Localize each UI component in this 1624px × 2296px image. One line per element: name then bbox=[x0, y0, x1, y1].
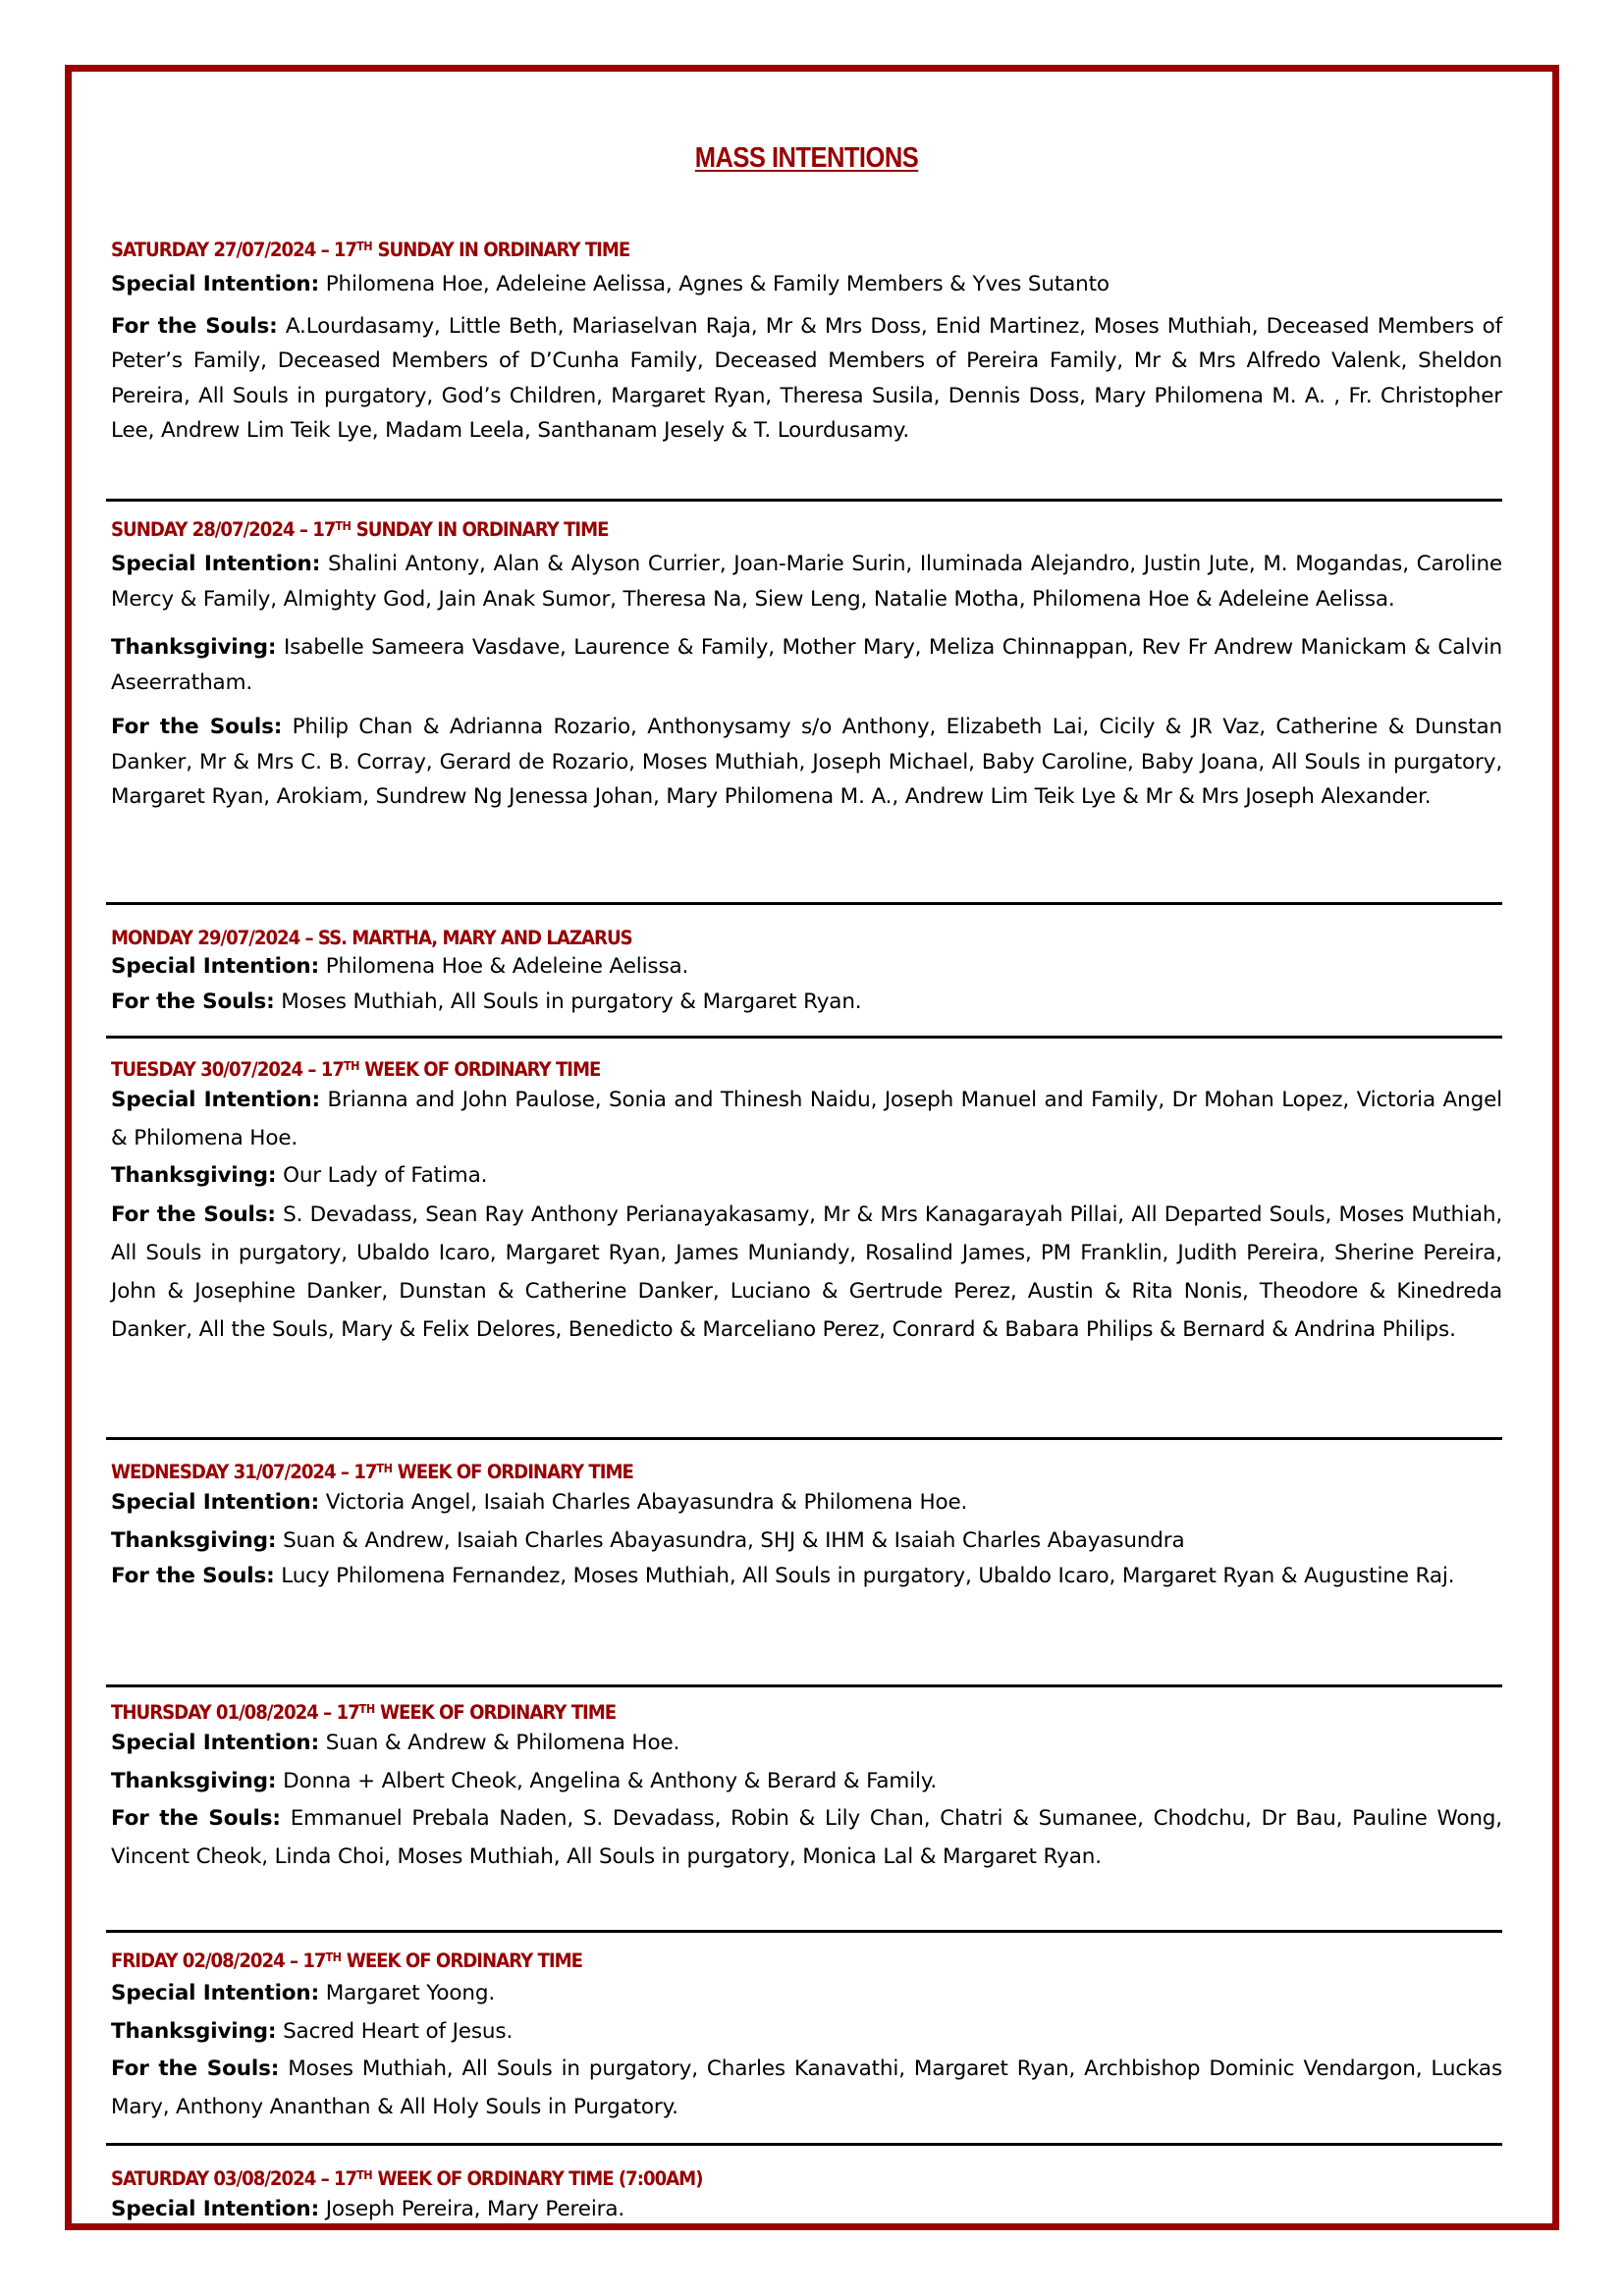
special-intention: Special Intention: Margaret Yoong. bbox=[111, 1981, 496, 2005]
day-section-sat-03-08 bbox=[111, 2161, 1502, 2227]
section-separator bbox=[106, 2143, 1502, 2146]
souls-label: For the Souls: bbox=[111, 2056, 280, 2081]
day-heading: SATURDAY 27/07/2024 – 17TH SUNDAY IN ORDINARY TIME bbox=[111, 239, 630, 261]
souls-label: For the Souls: bbox=[111, 1563, 275, 1588]
thanksgiving: Thanksgiving: Isabelle Sameera Vasdave, Laurence & Family, Mother Mary, Meliza Chinnappan, Rev Fr Andrew Manickam & Calvin Aseerratham. bbox=[111, 635, 1503, 695]
souls-label: For the Souls: bbox=[111, 313, 278, 339]
thanksgiving-label: Thanksgiving: bbox=[111, 1768, 277, 1793]
thanksgiving: Thanksgiving: Sacred Heart of Jesus. bbox=[111, 2018, 514, 2044]
for-the-souls: For the Souls: A.Lourdasamy, Little Beth, Mariaselvan Raja, Mr & Mrs Doss, Enid Martinez, Moses Muthiah, Deceased Members of Peter’s Family, Deceased Members of D’Cunha Family, Deceased Members of Pereira Family, Mr & Mrs Alfredo Valenk, Sheldon Pereira, All Souls in purgatory, God’s Children, Margaret Ryan, Theresa Susila, Dennis Doss, Mary Philomena M. A. , Fr. Christopher Lee, Andrew Lim Teik Lye, Madam Leela, Santhanam Jesely & T. Lourdusamy. bbox=[111, 313, 1502, 443]
day-section-sun-28-07 bbox=[111, 511, 1502, 815]
thanksgiving-label: Thanksgiving: bbox=[111, 1163, 277, 1188]
special-intention: Special Intention: Brianna and John Paulose, Sonia and Thinesh Naidu, Joseph Manuel and Family, Dr Mohan Lopez, Victoria Angel & Philomena Hoe. bbox=[111, 1088, 1502, 1150]
thanksgiving: Thanksgiving: Our Lady of Fatima. bbox=[111, 1163, 488, 1188]
day-section-wed-31-07 bbox=[111, 1454, 1502, 1595]
special-intention-label: Special Intention: bbox=[111, 954, 320, 979]
thanksgiving: Thanksgiving: Donna + Albert Cheok, Angelina & Anthony & Berard & Family. bbox=[111, 1768, 938, 1793]
special-intention-label: Special Intention: bbox=[111, 1088, 320, 1112]
day-heading: THURSDAY 01/08/2024 – 17TH WEEK OF ORDINARY TIME bbox=[111, 1701, 617, 1724]
special-intention-label: Special Intention: bbox=[111, 2197, 320, 2221]
day-heading: FRIDAY 02/08/2024 – 17TH WEEK OF ORDINARY TIME bbox=[111, 1949, 582, 1972]
section-separator bbox=[106, 1684, 1502, 1687]
day-section-mon-29-07 bbox=[111, 920, 1502, 1019]
thanksgiving-label: Thanksgiving: bbox=[111, 1527, 277, 1553]
for-the-souls: For the Souls: Philip Chan & Adrianna Rozario, Anthonysamy s/o Anthony, Elizabeth Lai, Cicily & JR Vaz, Catherine & Dunstan Danker, Mr & Mrs C. B. Corray, Gerard de Rozario, Moses Muthiah, Joseph Michael, Baby Caroline, Baby Joana, All Souls in purgatory, Margaret Ryan, Arokiam, Sundrew Ng Jenessa Johan, Mary Philomena M. A., Andrew Lim Teik Lye & Mr & Mrs Joseph Alexander. bbox=[111, 715, 1502, 809]
thanksgiving-label: Thanksgiving: bbox=[111, 635, 277, 660]
special-intention: Special Intention: Philomena Hoe & Adeleine Aelissa. bbox=[111, 954, 689, 979]
special-intention: Special Intention: Joseph Pereira, Mary Pereira. bbox=[111, 2197, 625, 2221]
souls-label: For the Souls: bbox=[111, 715, 283, 739]
for-the-souls: For the Souls: Emmanuel Prebala Naden, S. Devadass, Robin & Lily Chan, Chatri & Sumanee, Chodchu, Dr Bau, Pauline Wong, Vincent Cheok, Linda Choi, Moses Muthiah, All Souls in purgatory, Monica Lal & Margaret Ryan. bbox=[111, 1806, 1502, 1869]
special-intention: Special Intention: Suan & Andrew & Philomena Hoe. bbox=[111, 1731, 680, 1755]
souls-label: For the Souls: bbox=[111, 988, 275, 1014]
section-separator bbox=[106, 1930, 1502, 1933]
day-section-thu-01-08 bbox=[111, 1694, 1502, 1876]
for-the-souls: For the Souls: Lucy Philomena Fernandez, Moses Muthiah, All Souls in purgatory, Ubaldo Icaro, Margaret Ryan & Augustine Raj. bbox=[111, 1563, 1455, 1588]
day-heading: WEDNESDAY 31/07/2024 – 17TH WEEK OF ORDINARY TIME bbox=[111, 1461, 633, 1483]
special-intention: Special Intention: Victoria Angel, Isaiah Charles Abayasundra & Philomena Hoe. bbox=[111, 1490, 968, 1515]
special-intention-label: Special Intention: bbox=[111, 552, 321, 576]
day-section-tue-30-07 bbox=[111, 1051, 1502, 1349]
day-section-fri-02-08 bbox=[111, 1943, 1502, 2126]
for-the-souls: For the Souls: S. Devadass, Sean Ray Anthony Perianayakasamy, Mr & Mrs Kanagarayah Pillai, All Departed Souls, Moses Muthiah, All Souls in purgatory, Ubaldo Icaro, Margaret Ryan, James Muniandy, Rosalind James, PM Franklin, Judith Pereira, Sherine Pereira, John & Josephine Danker, Dunstan & Catherine Danker, Luciano & Gertrude Perez, Austin & Rita Nonis, Theodore & Kinedreda Danker, All the Souls, Mary & Felix Delores, Benedicto & Marceliano Perez, Conrard & Babara Philips & Bernard & Andrina Philips. bbox=[111, 1201, 1502, 1342]
special-intention-label: Special Intention: bbox=[111, 272, 320, 296]
section-separator bbox=[106, 1437, 1502, 1440]
special-intention-label: Special Intention: bbox=[111, 1981, 320, 2005]
day-section-sat-27-07 bbox=[111, 232, 1502, 449]
day-heading: TUESDAY 30/07/2024 – 17TH WEEK OF ORDINARY TIME bbox=[111, 1058, 601, 1081]
special-intention-label: Special Intention: bbox=[111, 1490, 320, 1515]
day-heading: MONDAY 29/07/2024 – SS. MARTHA, MARY AND LAZARUS bbox=[111, 927, 632, 949]
special-intention: Special Intention: Shalini Antony, Alan & Alyson Currier, Joan-Marie Surin, Iluminada Alejandro, Justin Jute, M. Mogandas, Caroline Mercy & Family, Almighty God, Jain Anak Sumor, Theresa Na, Siew Leng, Natalie Motha, Philomena Hoe & Adeleine Aelissa. bbox=[111, 552, 1502, 612]
thanksgiving: Thanksgiving: Suan & Andrew, Isaiah Charles Abayasundra, SHJ & IHM & Isaiah Charles Abayasundra bbox=[111, 1527, 1185, 1553]
section-separator bbox=[106, 1036, 1502, 1039]
souls-label: For the Souls: bbox=[111, 1806, 281, 1831]
special-intention-label: Special Intention: bbox=[111, 1731, 320, 1755]
souls-label: For the Souls: bbox=[111, 1201, 276, 1227]
special-intention: Special Intention: Philomena Hoe, Adeleine Aelissa, Agnes & Family Members & Yves Sutanto bbox=[111, 272, 1110, 296]
for-the-souls: For the Souls: Moses Muthiah, All Souls in purgatory, Charles Kanavathi, Margaret Ryan, Archbishop Dominic Vendargon, Luckas Mary, Anthony Ananthan & All Holy Souls in Purgatory. bbox=[111, 2056, 1502, 2119]
thanksgiving-label: Thanksgiving: bbox=[111, 2018, 277, 2044]
page-title: MASS INTENTIONS bbox=[694, 142, 919, 174]
day-heading: SATURDAY 03/08/2024 – 17TH WEEK OF ORDINARY TIME (7:00AM) bbox=[111, 2167, 703, 2190]
section-separator bbox=[106, 902, 1502, 905]
section-separator bbox=[106, 499, 1502, 502]
day-heading: SUNDAY 28/07/2024 – 17TH SUNDAY IN ORDINARY TIME bbox=[111, 518, 609, 541]
for-the-souls: For the Souls: Moses Muthiah, All Souls in purgatory & Margaret Ryan. bbox=[111, 988, 862, 1014]
